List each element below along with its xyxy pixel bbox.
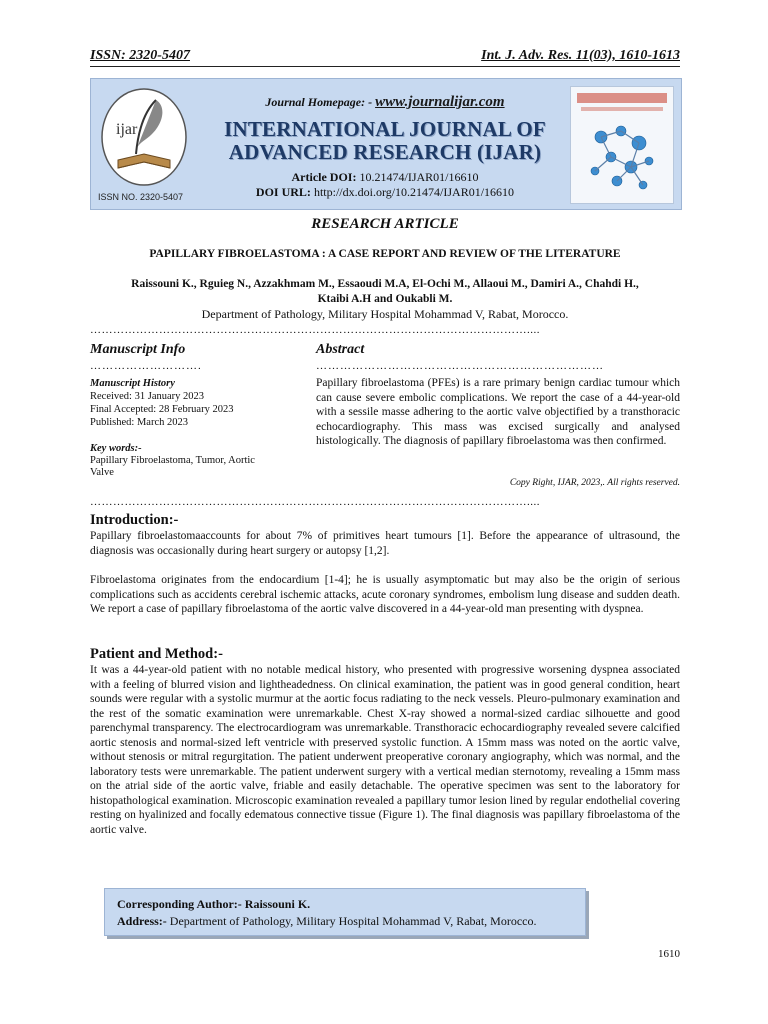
keywords-block bbox=[90, 443, 270, 479]
keywords-label: Key words:- bbox=[90, 443, 142, 454]
keywords-text: Papillary Fibroelastoma, Tumor, Aortic Valve bbox=[90, 455, 255, 478]
authors-line2: Ktaibi A.H and Oukabli M. bbox=[317, 293, 453, 305]
abstract-text: Papillary fibroelastoma (PFEs) is a rare primary benign cardiac tumour which can cause severe embolic complications. We report the case of a 44-year-old with a sessile masse adhering to the aortic valve objectified by a transthoracic echocardiography. This mass was excised surgically and analysed histologically. The diagnosis of papillary fibroelastoma was then confirmed. bbox=[316, 377, 680, 447]
introduction-heading: Introduction:- bbox=[90, 512, 179, 528]
journal-title-line2: ADVANCED RESEARCH (IJAR) bbox=[228, 140, 542, 164]
manuscript-dots: ………………………. bbox=[90, 360, 202, 372]
homepage-label: Journal Homepage: - bbox=[265, 95, 373, 109]
doi-block bbox=[200, 170, 570, 200]
article-doi-label: Article DOI: bbox=[291, 170, 357, 184]
address-label: Address:- bbox=[117, 914, 167, 928]
authors-line1: Raissouni K., Rguieg N., Azzakhmam M., Essaoudi M.A, El-Ochi M., Allaoui M., Damiri A., Chahdi H., bbox=[131, 278, 639, 290]
patient-method-paragraph: It was a 44-year-old patient with no notable medical history, who presented with progressive worsening dyspnea associated with a feeling of blurred vision and lightheadedness. On clinical examination, the patient was in good general condition, heart sounds were regular with a systolic murmur at the aortic focus radiating to the neck vessels. Pleuro-pulmonary examination and the rest of the somatic examination were unremarkable. Chest X-ray showed a normal-sized cardiac silhouette and good parenchymal transparency. The electrocardiogram was unremarkable. Transthoracic echocardiography revealed severe calcified aortic stenosis and normal-sized left ventricle with preserved systolic function. A 15mm mass was noted on the aortic valve, without stenosis or mitral regurgitation. The patient underwent preoperative coronary angiography, which was normal, and the laboratory tests were unremarkable. The patient underwent surgery with a vertical median sternotomy, revealing a 15mm mass on the atrial side of the aortic valve, friable and easily detachable. The operative specimen was sent to the laboratory for histopathological examination. Microscopic examination revealed a papillary tumor lesion lined by regular endothelial covering resting on hyalinized and focally edematous connective tissue (Figure 1). The final diagnosis was papillary fibroelastoma of the aortic valve. bbox=[90, 664, 680, 836]
separator-bottom: …………………………………………………………………………………………………….... bbox=[90, 496, 540, 508]
corresponding-author-name: Raissouni K. bbox=[244, 897, 311, 911]
logo-text: ijar bbox=[116, 121, 138, 138]
corresponding-author-box bbox=[104, 888, 586, 936]
author-list bbox=[90, 277, 680, 307]
published-date: Published: March 2023 bbox=[90, 417, 188, 428]
abstract-dots: ……………………………………………………………… bbox=[316, 360, 604, 372]
patient-method-heading: Patient and Method:- bbox=[90, 646, 223, 662]
journal-cover-image bbox=[570, 86, 674, 204]
journal-homepage bbox=[200, 94, 570, 111]
homepage-link[interactable]: www.journalijar.com bbox=[375, 94, 505, 110]
copyright-notice: Copy Right, IJAR, 2023,. All rights reserved. bbox=[509, 478, 680, 488]
header-rule bbox=[90, 66, 680, 67]
ijar-logo bbox=[94, 82, 202, 204]
affiliation: Department of Pathology, Military Hospital Mohammad V, Rabat, Morocco. bbox=[201, 307, 569, 321]
address-text: Department of Pathology, Military Hospital Mohammad V, Rabat, Morocco. bbox=[169, 914, 537, 928]
article-doi: 10.21474/IJAR01/16610 bbox=[359, 170, 479, 184]
citation-label: Int. J. Adv. Res. 11(03), 1610-1613 bbox=[481, 48, 680, 63]
corresponding-author bbox=[117, 897, 310, 912]
issn-label: ISSN: 2320-5407 bbox=[90, 48, 190, 63]
separator-top: …………………………………………………………………………………………………….... bbox=[90, 324, 540, 336]
journal-title-line1: INTERNATIONAL JOURNAL OF bbox=[224, 117, 546, 141]
abstract-heading: Abstract bbox=[316, 342, 365, 357]
manuscript-history bbox=[90, 377, 290, 429]
introduction-paragraph-2: Fibroelastoma originates from the endocardium [1-4]; he is usually asymptomatic but may also be the origin of serious complications such as accidents cerebral ischemic attacks, acute coronary syndromes, embolism lung disease and sudden death. We report a case of papillary fibroelastoma of the aortic valve discovered in a 44-year-old man presenting with dyspnea. bbox=[90, 574, 680, 615]
logo-issn: ISSN NO. 2320-5407 bbox=[98, 192, 184, 202]
doi-url-label: DOI URL: bbox=[255, 185, 311, 199]
received-date: Received: 31 January 2023 bbox=[90, 391, 205, 402]
accepted-date: Final Accepted: 28 February 2023 bbox=[90, 404, 234, 415]
journal-title bbox=[200, 118, 570, 164]
quill-book-icon bbox=[94, 82, 202, 204]
history-label: Manuscript History bbox=[90, 378, 175, 389]
introduction-paragraph-1: Papillary fibroelastomaaccounts for about 7% of primitives heart tumours [1]. Before the appearance of ultrasound, the diagnosis was occasionally during heart surgery or autopsy [1,2]. bbox=[90, 530, 680, 557]
corresponding-address bbox=[117, 914, 537, 929]
paper-title: PAPILLARY FIBROELASTOMA : A CASE REPORT AND REVIEW OF THE LITERATURE bbox=[149, 248, 621, 260]
doi-url-link[interactable]: http://dx.doi.org/10.21474/IJAR01/16610 bbox=[313, 185, 515, 199]
page-number: 1610 bbox=[658, 948, 680, 960]
article-type: RESEARCH ARTICLE bbox=[311, 216, 459, 232]
molecule-icon bbox=[571, 87, 673, 203]
corresponding-author-label: Corresponding Author:- bbox=[117, 897, 242, 911]
manuscript-info-heading: Manuscript Info bbox=[90, 342, 186, 357]
